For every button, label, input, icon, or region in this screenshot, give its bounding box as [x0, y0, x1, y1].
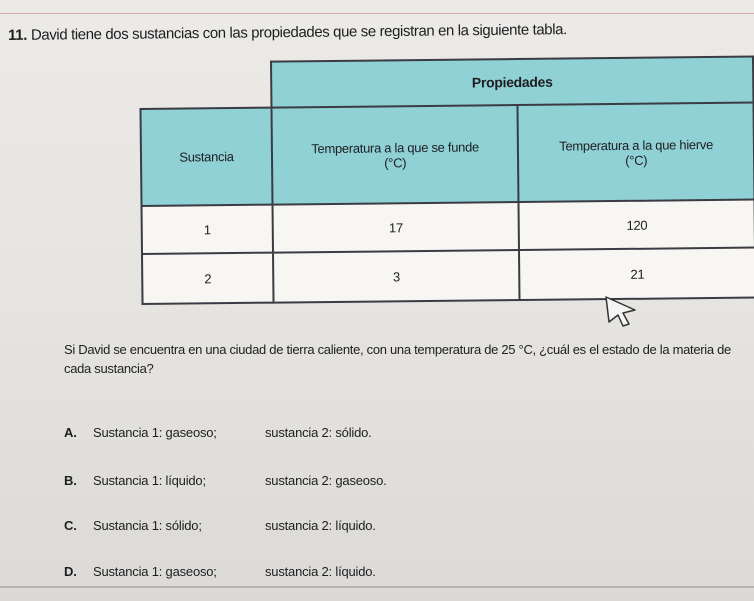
option-letter: D.	[64, 564, 77, 579]
top-divider	[0, 13, 754, 14]
properties-header: Propiedades	[271, 57, 753, 108]
option-substance-2: sustancia 2: líquido.	[265, 564, 376, 579]
question-title	[8, 21, 567, 44]
question-number: 11.	[8, 26, 28, 44]
option-substance-2: sustancia 2: líquido.	[265, 518, 376, 533]
option-letter: B.	[64, 473, 77, 488]
boiling-cell: 21	[519, 248, 754, 300]
option-letter: A.	[64, 425, 77, 440]
substance-cell: 1	[142, 205, 273, 254]
table-row	[142, 248, 754, 304]
properties-table	[139, 56, 754, 305]
option-letter: C.	[64, 518, 77, 533]
question-title-text: David tiene dos sustancias con las propiedades que se registran en la siguiente tabla.	[30, 21, 567, 44]
melting-cell: 3	[273, 250, 520, 303]
option-substance-1: Sustancia 1: gaseoso;	[93, 564, 217, 579]
melting-temp-header: Temperatura a la que se funde (°C)	[271, 105, 518, 205]
table-row	[142, 200, 754, 254]
option-substance-2: sustancia 2: gaseoso.	[265, 473, 387, 488]
option-substance-1: Sustancia 1: sólido;	[93, 518, 202, 533]
substance-header: Sustancia	[140, 108, 272, 206]
boiling-temp-header: Temperatura a la que hierve (°C)	[518, 103, 754, 202]
question-text: Si David se encuentra en una ciudad de tierra caliente, con una temperatura de 25 °C, ¿cuál es el estado de la materia de cada sustancia?	[64, 342, 731, 376]
substance-cell: 2	[142, 253, 274, 304]
boiling-cell: 120	[519, 200, 754, 250]
option-substance-1: Sustancia 1: gaseoso;	[93, 425, 217, 440]
melting-cell: 17	[272, 202, 519, 253]
mouse-pointer-icon	[604, 294, 638, 328]
option-substance-1: Sustancia 1: líquido;	[93, 473, 206, 488]
table-corner	[140, 62, 271, 109]
bottom-divider	[0, 586, 754, 588]
option-substance-2: sustancia 2: sólido.	[265, 425, 372, 440]
